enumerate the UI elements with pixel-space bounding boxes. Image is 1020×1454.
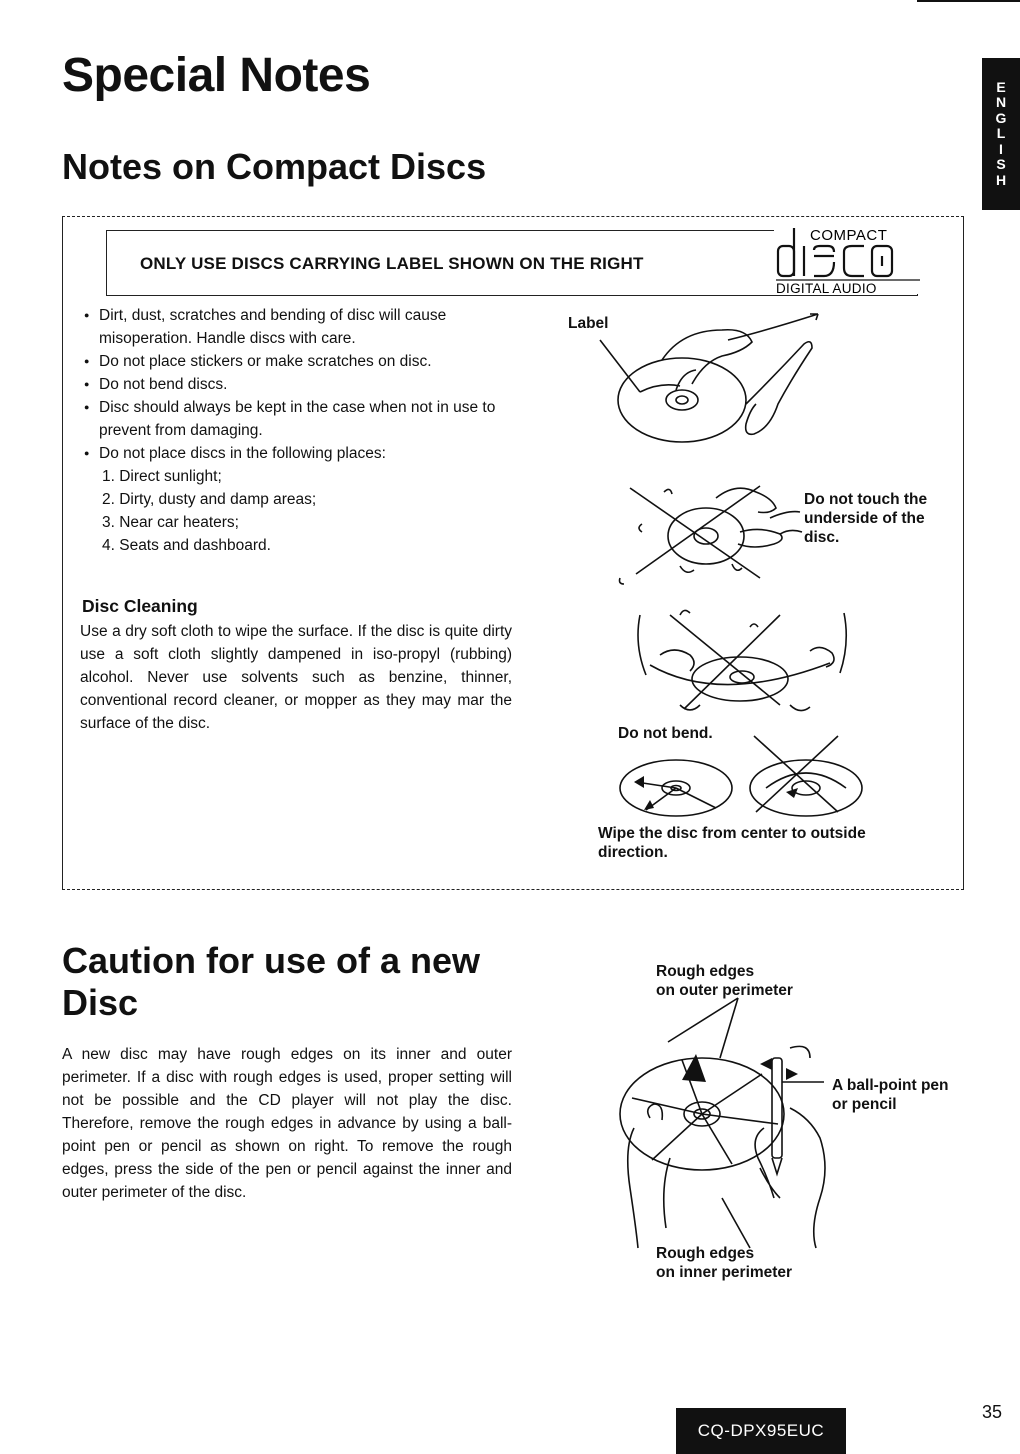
caption-line: direction. [598, 844, 668, 861]
tab-letter: E [996, 78, 1006, 95]
top-rule [917, 0, 1020, 2]
label-notice-text: ONLY USE DISCS CARRYING LABEL SHOWN ON THE RIGHT [140, 254, 644, 273]
caption-line: Rough edges [656, 963, 755, 980]
caption-line: underside of the [804, 510, 925, 527]
compact-disc-logo-graphic [770, 222, 920, 294]
places-list [102, 465, 316, 557]
list-item: 1. Direct sunlight; [102, 468, 222, 485]
do-not-touch-caption [804, 490, 927, 547]
logo-top-text: COMPACT [810, 227, 888, 244]
caption-line: Rough edges [656, 1245, 755, 1262]
caption-line: on inner perimeter [656, 1264, 793, 1281]
tab-letter: H [995, 171, 1007, 188]
caption-line: or pencil [832, 1096, 897, 1113]
caption-line: on outer perimeter [656, 982, 793, 999]
page-number: 35 [982, 1402, 1003, 1422]
list-item: ● Do not place discs in the following places: [84, 442, 514, 465]
label-caption: Label [568, 315, 609, 332]
do-not-touch-illustration [620, 468, 810, 588]
tab-letter: I [999, 140, 1003, 157]
list-item: ● Dirt, dust, scratches and bending of disc will cause misoperation. Handle discs with care. [84, 304, 514, 350]
tab-letter: L [996, 125, 1006, 142]
handling-notes-list [84, 304, 514, 465]
caption-line: Do not touch the [804, 491, 928, 508]
tab-letter: G [995, 109, 1007, 126]
inner-edges-caption [656, 1244, 792, 1282]
model-number-badge: CQ-DPX95EUC [676, 1408, 846, 1454]
wipe-direction-illustration [616, 732, 866, 822]
list-item: ● Disc should always be kept in the case when not in use to prevent from damaging. [84, 396, 514, 442]
section-title: Notes on Compact Discs [62, 146, 487, 187]
list-item: ● Do not place stickers or make scratches on disc. [84, 350, 514, 373]
language-tab [982, 58, 1020, 210]
do-not-bend-caption: Do not bend. [618, 725, 713, 742]
list-item: ● Do not bend discs. [84, 373, 514, 396]
new-disc-text: A new disc may have rough edges on its inner and outer perimeter. If a disc with rough edges is used, proper setting will not be possible and the CD player will not play the disc. Therefore, remove the rough edges in advance by using a ball-point pen or pencil as shown on right. To remove the rough edges, press the side of the pen or pencil against the inner and outer perimeter of the disc. [62, 1046, 512, 1201]
disc-cleaning-text: Use a dry soft cloth to wipe the surface. If the disc is quite dirty use a soft cloth slightly dampened in iso-propyl (rubbing) alcohol. Never use solvents such as benzine, thinner, conventional record cleaner, or mopper as they may mar the surface of the disc. [80, 623, 512, 732]
rough-edges-illustration [610, 998, 860, 1248]
caption-line: A ball-point pen [832, 1077, 949, 1094]
logo-bottom-text: DIGITAL AUDIO [776, 281, 877, 296]
caption-line: Wipe the disc from center to outside [598, 825, 866, 842]
new-disc-heading: Caution for use of a new Disc [62, 940, 481, 1023]
compact-disc-logo [770, 222, 920, 294]
disc-cleaning-heading: Disc Cleaning [82, 596, 198, 616]
tab-letter: N [995, 94, 1007, 111]
list-item: 2. Dirty, dusty and damp areas; [102, 491, 317, 508]
outer-edges-caption [656, 962, 793, 1000]
list-item: 3. Near car heaters; [102, 514, 239, 531]
list-item: 4. Seats and dashboard. [102, 537, 271, 554]
do-not-bend-illustration [630, 605, 860, 725]
tab-letter: S [996, 156, 1006, 173]
hand-holding-disc-illustration [600, 300, 840, 450]
caption-line: disc. [804, 529, 840, 546]
page-title: Special Notes [62, 49, 371, 102]
wipe-caption [598, 824, 866, 862]
